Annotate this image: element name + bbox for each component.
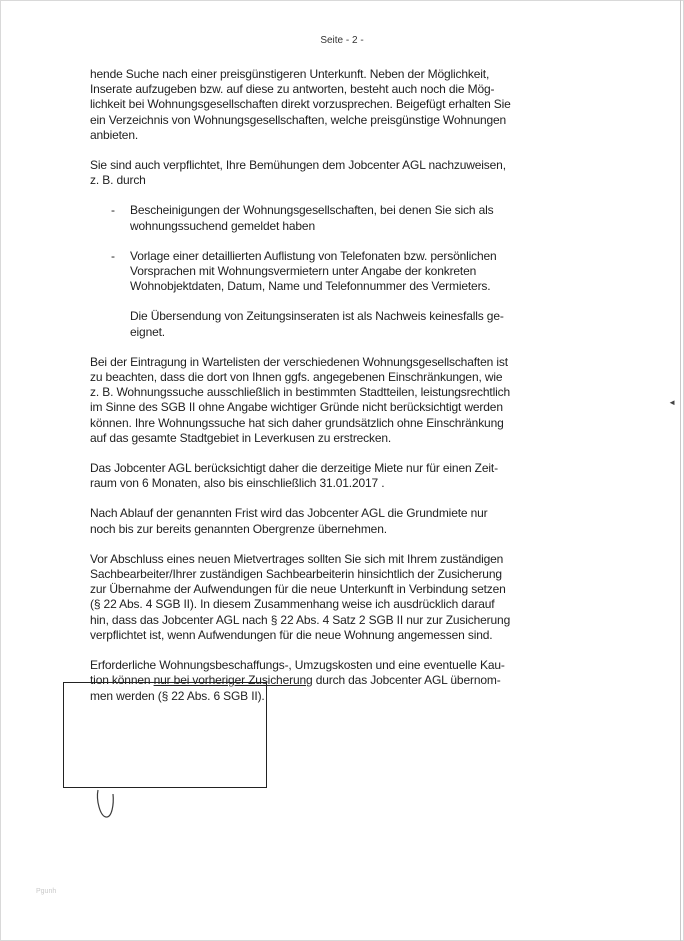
bullet-item-certificates: [90, 203, 550, 233]
text-line: lichkeit bei Wohnungsgesellschaften direkt vorzusprechen. Beigefügt erhalten Sie: [90, 97, 511, 112]
text-line: Wohnobjektdaten, Datum, Name und Telefonnummer des Vermieters.: [130, 279, 491, 294]
text-line: können. Ihre Wohnungssuche hat sich daher grundsätzlich ohne Einschränkung: [90, 415, 504, 430]
text-line: ein Verzeichnis von Wohnungsgesellschaften, welche preisgünstige Wohnungen: [90, 112, 507, 127]
paragraph-housing-search: [90, 67, 550, 143]
redaction-box: [63, 682, 267, 788]
bullet-dash: -: [111, 248, 115, 263]
text-line: Vorlage einer detaillierten Auflistung von Telefonaten bzw. persönlichen: [130, 248, 497, 263]
text-line: Das Jobcenter AGL berücksichtigt daher die derzeitige Miete nur für einen Zeit-: [90, 461, 498, 476]
paragraph-newspaper-note: [90, 309, 550, 339]
text-line: raum von 6 Monaten, also bis einschließlich 31.01.2017 .: [90, 476, 385, 491]
letter-body: [90, 67, 550, 719]
underlined-text: nur bei vorheriger Zusicherung: [153, 673, 313, 688]
text-line: zur Übernahme der Aufwendungen für die neue Unterkunft in Verbindung setzen: [90, 582, 506, 597]
text-line: hende Suche nach einer preisgünstigeren Unterkunft. Neben der Möglichkeit,: [90, 67, 490, 81]
text-segment: tion können: [90, 673, 154, 688]
text-line: wohnungssuchend gemeldet haben: [130, 218, 315, 233]
text-line: zu beachten, dass die dort von Ihnen ggfs. angegebenen Einschränkungen, wie: [90, 370, 503, 385]
text-line: men werden (§ 22 Abs. 6 SGB II).: [90, 688, 265, 703]
text-line: noch bis zur bereits genannten Obergrenze übernehmen.: [90, 521, 387, 536]
text-line: Sie sind auch verpflichtet, Ihre Bemühungen dem Jobcenter AGL nachzuweisen,: [90, 158, 506, 173]
text-line: im Sinne des SGB II ohne Angabe wichtiger Gründe nicht berücksichtigt werden: [90, 400, 503, 415]
text-line: verpflichtet ist, wenn Aufwendungen für die neue Wohnung angemessen sind.: [90, 627, 493, 642]
text-line: z. B. durch: [90, 173, 146, 188]
paragraph-waiting-lists: [90, 355, 550, 446]
text-line: anbieten.: [90, 127, 139, 142]
text-line: Erforderliche Wohnungsbeschaffungs-, Umzugskosten und eine eventuelle Kau-: [90, 658, 505, 673]
text-line: z. B. Wohnungssuche ausschließlich in bestimmten Stadtteilen, leistungsrechtlich: [90, 385, 510, 400]
paragraph-new-lease: [90, 552, 550, 643]
margin-arrow-icon: ◄: [668, 398, 676, 407]
text-line: Vorsprachen mit Wohnungsvermietern unter Angabe der konkreten: [130, 264, 477, 279]
paragraph-proof-obligation: [90, 158, 550, 188]
page-number: Seite - 2 -: [320, 35, 364, 46]
text-line: Sachbearbeiter/Ihrer zuständigen Sachbearbeiterin hinsichtlich der Zusicherung: [90, 567, 502, 582]
text-line: Inserate aufzugeben bzw. auf diese zu antworten, besteht auch noch die Mög-: [90, 82, 495, 97]
text-line: Die Übersendung von Zeitungsinseraten ist als Nachweis keinesfalls ge-: [130, 309, 504, 324]
text-line: Bei der Eintragung in Wartelisten der verschiedenen Wohnungsgesellschaften ist: [90, 354, 508, 369]
text-line: Nach Ablauf der genannten Frist wird das Jobcenter AGL die Grundmiete nur: [90, 506, 488, 521]
text-line: auf das gesamte Stadtgebiet in Leverkusen zu erstrecken.: [90, 430, 392, 445]
text-line: Vor Abschluss eines neuen Mietvertrages sollten Sie sich mit Ihrem zuständigen: [90, 551, 504, 566]
bullet-dash: -: [111, 203, 115, 218]
signature-mark: [92, 786, 122, 822]
bullet-item-phone-list: [90, 249, 550, 295]
text-line: hin, dass das Jobcenter AGL nach § 22 Abs. 4 Satz 2 SGB II nur zur Zusicherung: [90, 612, 511, 627]
text-line: eignet.: [130, 324, 165, 339]
text-line: Bescheinigungen der Wohnungsgesellschaften, bei denen Sie sich als: [130, 203, 494, 218]
text-segment: durch das Jobcenter AGL übernom-: [312, 673, 501, 688]
footer-mark: Pgunh: [36, 888, 57, 895]
text-line: (§ 22 Abs. 4 SGB II). In diesem Zusammenhang weise ich ausdrücklich darauf: [90, 597, 495, 612]
paragraph-after-deadline: [90, 506, 550, 536]
paragraph-rent-period: [90, 461, 550, 491]
page-edge: [680, 0, 681, 941]
